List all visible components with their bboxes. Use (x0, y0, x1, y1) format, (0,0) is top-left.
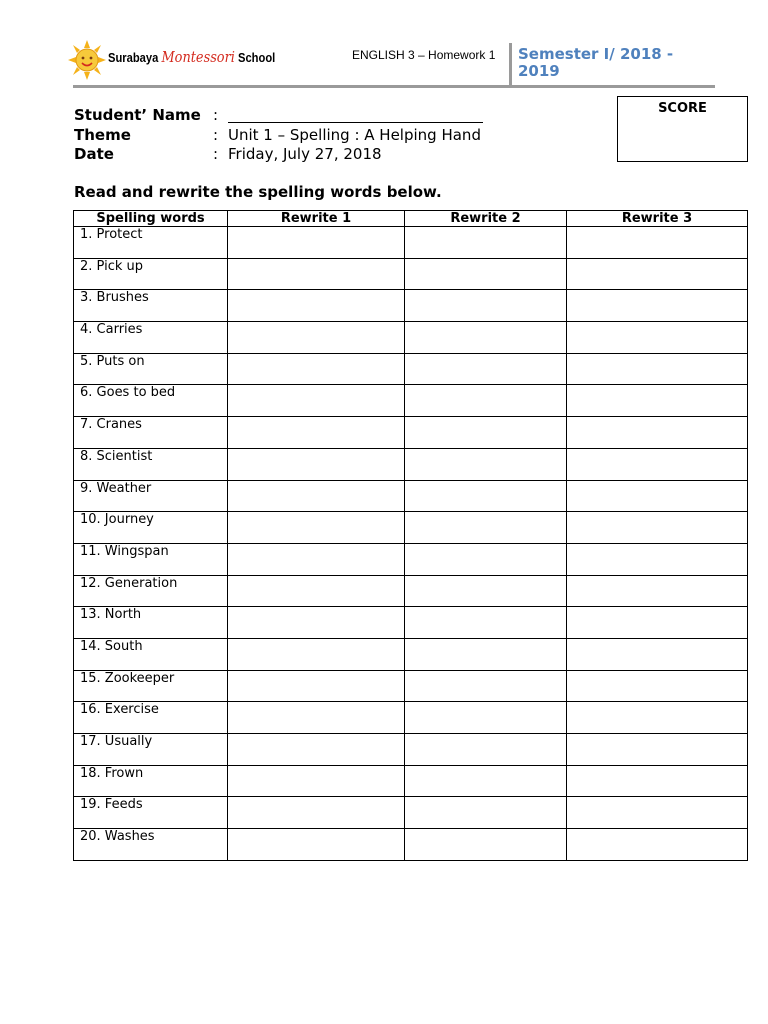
rewrite-2-cell[interactable] (405, 322, 567, 354)
rewrite-3-cell[interactable] (567, 322, 748, 354)
colon: : (213, 145, 219, 163)
rewrite-2-cell[interactable] (405, 829, 567, 861)
date-value: Friday, July 27, 2018 (228, 145, 382, 163)
rewrite-1-cell[interactable] (228, 512, 405, 544)
rewrite-1-cell[interactable] (228, 448, 405, 480)
rewrite-3-cell[interactable] (567, 829, 748, 861)
rewrite-2-cell[interactable] (405, 638, 567, 670)
rewrite-3-cell[interactable] (567, 543, 748, 575)
rewrite-1-cell[interactable] (228, 227, 405, 259)
rewrite-2-cell[interactable] (405, 227, 567, 259)
spelling-word-cell: 4. Carries (74, 322, 228, 354)
column-header-spelling-words: Spelling words (74, 211, 228, 227)
rewrite-2-cell[interactable] (405, 258, 567, 290)
rewrite-3-cell[interactable] (567, 702, 748, 734)
column-header-rewrite-1: Rewrite 1 (228, 211, 405, 227)
spelling-word-cell: 16. Exercise (74, 702, 228, 734)
table-row (74, 543, 748, 575)
rewrite-3-cell[interactable] (567, 734, 748, 766)
rewrite-1-cell[interactable] (228, 607, 405, 639)
school-logo (68, 40, 278, 80)
rewrite-2-cell[interactable] (405, 765, 567, 797)
sun-logo-icon (68, 40, 106, 80)
school-name: Surabaya Montessori School (108, 48, 276, 66)
table-row (74, 765, 748, 797)
spelling-word-cell: 19. Feeds (74, 797, 228, 829)
rewrite-3-cell[interactable] (567, 512, 748, 544)
table-row (74, 353, 748, 385)
rewrite-1-cell[interactable] (228, 638, 405, 670)
table-row (74, 607, 748, 639)
rewrite-2-cell[interactable] (405, 734, 567, 766)
spelling-word-cell: 12. Generation (74, 575, 228, 607)
instruction-text: Read and rewrite the spelling words below. (74, 183, 442, 201)
rewrite-3-cell[interactable] (567, 607, 748, 639)
rewrite-2-cell[interactable] (405, 290, 567, 322)
theme-label: Theme (74, 126, 131, 144)
table-row (74, 702, 748, 734)
table-row (74, 290, 748, 322)
spelling-word-cell: 17. Usually (74, 734, 228, 766)
rewrite-2-cell[interactable] (405, 385, 567, 417)
spelling-word-cell: 1. Protect (74, 227, 228, 259)
rewrite-2-cell[interactable] (405, 670, 567, 702)
spelling-word-cell: 20. Washes (74, 829, 228, 861)
rewrite-3-cell[interactable] (567, 385, 748, 417)
rewrite-1-cell[interactable] (228, 258, 405, 290)
rewrite-2-cell[interactable] (405, 607, 567, 639)
rewrite-3-cell[interactable] (567, 448, 748, 480)
rewrite-2-cell[interactable] (405, 480, 567, 512)
table-row (74, 734, 748, 766)
rewrite-1-cell[interactable] (228, 322, 405, 354)
rewrite-1-cell[interactable] (228, 797, 405, 829)
rewrite-1-cell[interactable] (228, 702, 405, 734)
rewrite-3-cell[interactable] (567, 797, 748, 829)
rewrite-2-cell[interactable] (405, 353, 567, 385)
rewrite-3-cell[interactable] (567, 353, 748, 385)
theme-value: Unit 1 – Spelling : A Helping Hand (228, 126, 481, 144)
rewrite-2-cell[interactable] (405, 543, 567, 575)
rewrite-2-cell[interactable] (405, 448, 567, 480)
table-row (74, 480, 748, 512)
spelling-word-cell: 2. Pick up (74, 258, 228, 290)
table-row (74, 575, 748, 607)
rewrite-1-cell[interactable] (228, 734, 405, 766)
student-name-label: Student’ Name (74, 106, 201, 124)
semester-label: Semester I/ 2018 - 2019 (518, 45, 674, 80)
spelling-word-cell: 18. Frown (74, 765, 228, 797)
table-row (74, 385, 748, 417)
date-label: Date (74, 145, 114, 163)
table-row (74, 670, 748, 702)
spelling-word-cell: 9. Weather (74, 480, 228, 512)
table-row (74, 448, 748, 480)
rewrite-3-cell[interactable] (567, 480, 748, 512)
spelling-word-cell: 7. Cranes (74, 417, 228, 449)
rewrite-3-cell[interactable] (567, 765, 748, 797)
spelling-word-cell: 6. Goes to bed (74, 385, 228, 417)
table-row (74, 638, 748, 670)
colon: : (213, 106, 219, 124)
rewrite-3-cell[interactable] (567, 638, 748, 670)
rewrite-1-cell[interactable] (228, 543, 405, 575)
rewrite-1-cell[interactable] (228, 480, 405, 512)
table-header-row (74, 211, 748, 227)
student-name-field[interactable] (228, 122, 483, 123)
rewrite-1-cell[interactable] (228, 353, 405, 385)
spelling-word-cell: 15. Zookeeper (74, 670, 228, 702)
rewrite-1-cell[interactable] (228, 575, 405, 607)
rewrite-2-cell[interactable] (405, 702, 567, 734)
spelling-word-cell: 13. North (74, 607, 228, 639)
rewrite-3-cell[interactable] (567, 290, 748, 322)
spelling-word-cell: 8. Scientist (74, 448, 228, 480)
rewrite-3-cell[interactable] (567, 575, 748, 607)
rewrite-1-cell[interactable] (228, 290, 405, 322)
column-header-rewrite-3: Rewrite 3 (567, 211, 748, 227)
rewrite-3-cell[interactable] (567, 417, 748, 449)
rewrite-3-cell[interactable] (567, 258, 748, 290)
spelling-word-cell: 14. South (74, 638, 228, 670)
spelling-word-cell: 3. Brushes (74, 290, 228, 322)
spelling-word-cell: 10. Journey (74, 512, 228, 544)
score-box (617, 96, 748, 162)
course-title: ENGLISH 3 – Homework 1 (352, 48, 496, 62)
rewrite-3-cell[interactable] (567, 227, 748, 259)
rewrite-1-cell[interactable] (228, 765, 405, 797)
rewrite-1-cell[interactable] (228, 417, 405, 449)
table-row (74, 512, 748, 544)
table-row (74, 227, 748, 259)
table-row (74, 797, 748, 829)
table-row (74, 417, 748, 449)
spelling-word-cell: 5. Puts on (74, 353, 228, 385)
rewrite-1-cell[interactable] (228, 670, 405, 702)
rewrite-2-cell[interactable] (405, 417, 567, 449)
spelling-table (73, 210, 748, 861)
rewrite-2-cell[interactable] (405, 512, 567, 544)
header-rule (73, 85, 715, 88)
rewrite-1-cell[interactable] (228, 829, 405, 861)
table-row (74, 829, 748, 861)
score-label: SCORE (658, 101, 707, 116)
rewrite-2-cell[interactable] (405, 575, 567, 607)
column-header-rewrite-2: Rewrite 2 (405, 211, 567, 227)
table-row (74, 322, 748, 354)
spelling-word-cell: 11. Wingspan (74, 543, 228, 575)
header-divider-vertical (509, 43, 512, 86)
colon: : (213, 126, 219, 144)
rewrite-2-cell[interactable] (405, 797, 567, 829)
rewrite-1-cell[interactable] (228, 385, 405, 417)
table-row (74, 258, 748, 290)
rewrite-3-cell[interactable] (567, 670, 748, 702)
